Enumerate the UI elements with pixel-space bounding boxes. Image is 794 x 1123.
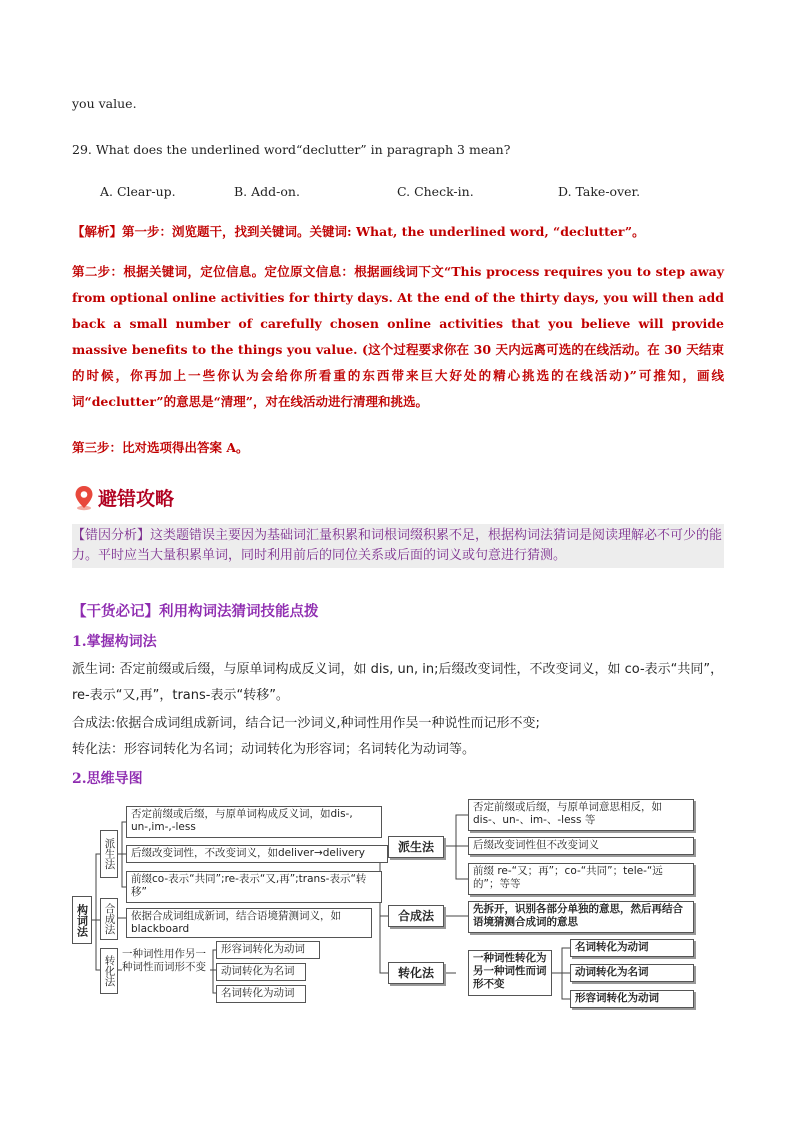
top-line: you value. — [72, 96, 137, 111]
option-b: B. Add-on. — [234, 184, 300, 199]
mindmap-right-branch-conversion: 转化法 — [388, 962, 444, 984]
analysis-step1: 【解析】第一步：浏览题干，找到关键词。关键词: What, the underlined word, “declutter”。 — [72, 224, 645, 239]
mindmap-right-item-negation: 否定前缀或后缀，与原单词意思相反，如 dis-、un-、im-、-less 等 — [468, 799, 694, 831]
text-derivation: 派生词: 否定前缀或后缀，与原单词构成反义词，如 dis, un, in;后缀改变词性，不改变词义，如 co-表示“共同”，re-表示“又,再”，trans-表示“转移”。 — [72, 662, 724, 703]
mindmap-left-item-prefix: 前缀co-表示“共同”;re-表示“又,再”;trans-表示“转移” — [126, 871, 382, 903]
mindmap-left-branch-compound: 合成法 — [100, 898, 118, 940]
mindmap-right-conv-2: 动词转化为名词 — [570, 964, 694, 982]
mindmap-left-root: 构词法 — [72, 896, 92, 944]
mindmap-right-branch-compound: 合成法 — [388, 905, 444, 927]
mindmap-right-item-prefix: 前缀 re-“又；再”；co-“共同”；tele-“远的”；等等 — [468, 863, 694, 895]
mindmap-right-item-compound: 先拆开，识别各部分单独的意思，然后再结合语境猜测合成词的意思 — [468, 901, 694, 933]
text-compound: 合成法:依据合成词组成新词，结合记一沙词义,种词性用作吴一种说性而记形不变; — [72, 716, 540, 731]
mindmap-left-branch-derivation: 派生法 — [100, 830, 118, 878]
mindmap-left-conv-2: 动词转化为名词 — [216, 963, 306, 981]
mindmap-left-conv-1: 形容词转化为动词 — [216, 941, 320, 959]
section-title: 避错攻略 — [98, 488, 175, 510]
analysis-step2: 第二步：根据关键词，定位信息。定位原文信息：根据画线词下文“This process requires you to step away from optional online activities for thirty days. At the end of the thirty days, you will then add back a small number of carefully chosen online activities that you believe will provide massive benefits to the things you value. (这个过程要求你在 30 天内远离可选的在线活动。在 30 天结束的时候，你再加上一些你认为会给你所看重的东西带来巨大好处的精心挑选的在线活动)”可推知，画线词“declutter”的意思是“清理”，对在线活动进行清理和挑选。 — [72, 264, 724, 409]
mindmap-left-branch-conversion: 转化法 — [100, 948, 118, 994]
mindmap-right-conv-1: 名词转化为动词 — [570, 939, 694, 957]
mindmap-left-item-negation: 否定前缀或后缀，与原单词构成反义词，如dis-, un-,im-,-less — [126, 806, 382, 838]
mindmap-left-item-suffix: 后缀改变词性，不改变词义，如deliver→delivery — [126, 845, 388, 863]
mindmap-right-conversion-desc: 一种词性转化为另一种词性而词形不变 — [468, 950, 552, 996]
analysis-step3: 第三步：比对选项得出答案 A。 — [72, 440, 249, 455]
heading-mind-map: 2.思维导图 — [72, 771, 143, 787]
error-analysis: 【错因分析】这类题错误主要因为基础词汇量积累和词根词缀积累不足，根据构词法猜词是阅读理解必不可少的能力。平时应当大量积累单词，同时利用前后的同位关系或后面的词义或句意进行猜测。 — [72, 524, 724, 568]
option-d: D. Take-over. — [558, 184, 641, 199]
mindmap-right-conv-3: 形容词转化为动词 — [570, 990, 694, 1008]
heading-master-word-formation: 1.掌握构词法 — [72, 634, 157, 650]
option-a: A. Clear-up. — [100, 184, 176, 199]
mindmap-left-item-compound: 依据合成词组成新词，结合语境猜测词义，如blackboard — [126, 908, 372, 938]
text-conversion: 转化法：形容词转化为名词；动词转化为形容词；名词转化为动词等。 — [72, 742, 476, 757]
option-c: C. Check-in. — [397, 184, 474, 199]
mindmap-right-item-suffix: 后缀改变词性但不改变词义 — [468, 837, 694, 855]
tips-title: 【干货必记】利用构词法猜词技能点拨 — [72, 603, 319, 620]
question-29: 29. What does the underlined word“declutter” in paragraph 3 mean? — [72, 142, 511, 157]
mindmap-left-conv-3: 名词转化为动词 — [216, 985, 306, 1003]
mindmap-left-conversion-desc: 一种词性用作另一种词性而词形不变 — [122, 948, 206, 973]
mindmap-right-branch-derivation: 派生法 — [388, 836, 444, 858]
